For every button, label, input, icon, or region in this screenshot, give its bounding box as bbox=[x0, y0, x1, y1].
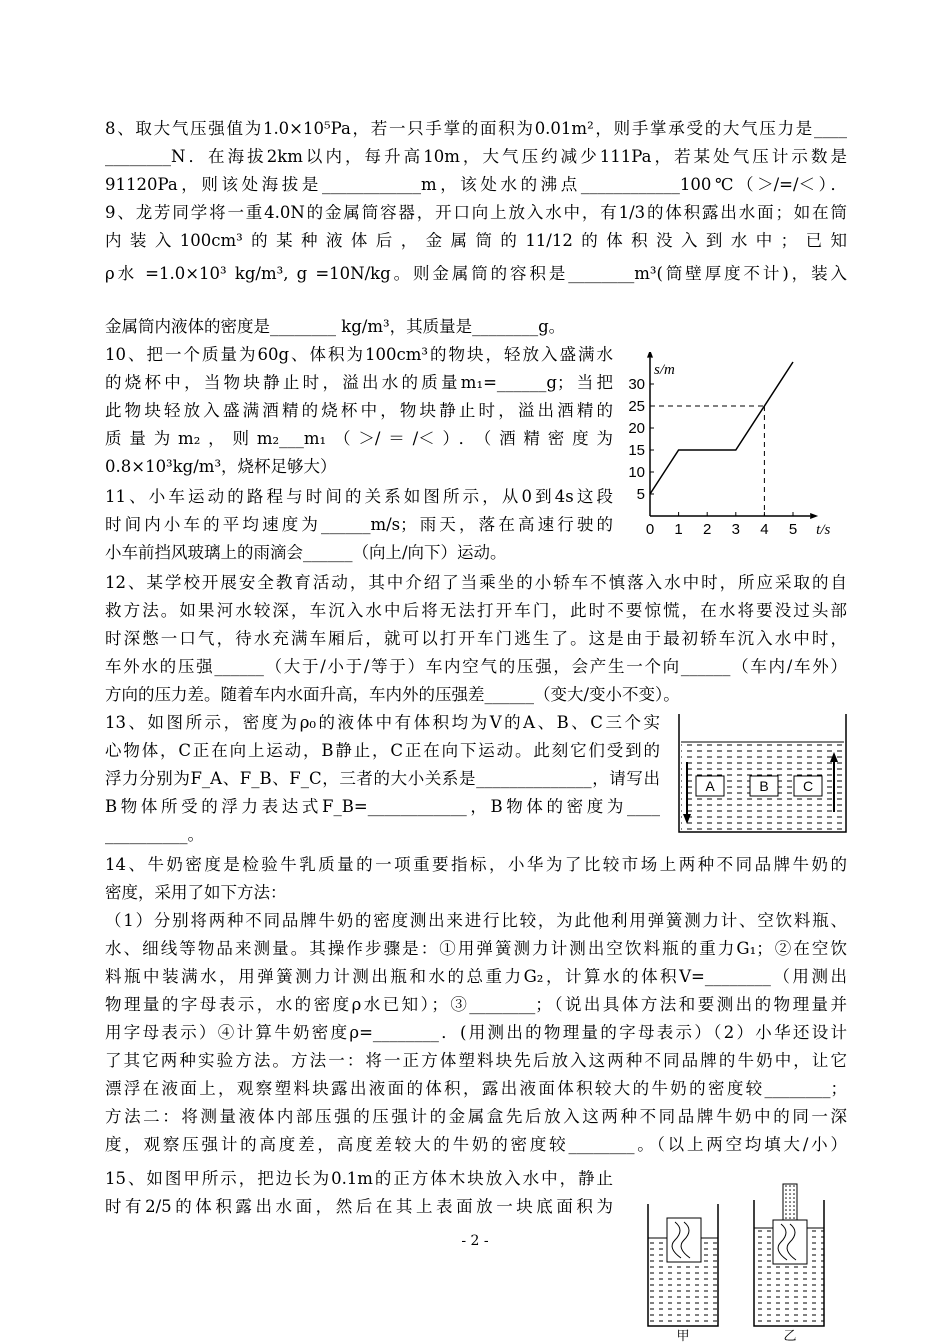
q14-line-8: 了其它两种实验方法。方法一：将一正方体塑料块先后放入这两种不同品牌的牛奶中，让它 bbox=[105, 1051, 847, 1070]
q8-line-2: ________N．在海拔2km以内，每升高10m，大气压约减少111Pa，若某处气压计示数是 bbox=[105, 147, 847, 166]
q14-line-5: 料瓶中装满水，用弹簧测力计测出瓶和水的总重力G₂，计算水的体积V=________（用测出 bbox=[105, 967, 847, 986]
q13-line-5: __________。 bbox=[105, 825, 204, 844]
q14-line-9: 漂浮在液面上，观察塑料块露出液面的体积，露出液面体积较大的牛奶的密度较________； bbox=[105, 1079, 847, 1098]
q13-line-3: 浮力分别为F_A、F_B、F_C，三者的大小关系是______________，请写出 bbox=[105, 769, 660, 788]
object-b bbox=[750, 776, 778, 796]
q10-line-3: 此物块轻放入盛满酒精的烧杯中，物块静止时，溢出酒精的 bbox=[105, 401, 613, 420]
wood-block-figure bbox=[640, 1180, 840, 1342]
y-tick-label: 20 bbox=[628, 420, 645, 437]
data-line bbox=[650, 362, 793, 494]
q14-line-1: 14、牛奶密度是检验牛乳质量的一项重要指标，小华为了比较市场上两种不同品牌牛奶的 bbox=[105, 855, 847, 874]
q9-line-1: 9、龙芳同学将一重4.0N的金属筒容器，开口向上放入水中，有1/3的体积露出水面；如在筒 bbox=[105, 203, 847, 222]
beaker-yi bbox=[754, 1184, 824, 1342]
svg-text:B: B bbox=[759, 778, 769, 794]
q12-line-3: 时深憋一口气，待水充满车厢后，就可以打开车门逃生了。这是由于最初轿车沉入水中时， bbox=[105, 629, 847, 648]
svg-text:甲: 甲 bbox=[676, 1329, 690, 1342]
q11-line-1: 11、小车运动的路程与时间的关系如图所示，从0到4s这段 bbox=[105, 487, 613, 506]
svg-text:乙: 乙 bbox=[783, 1329, 797, 1342]
q11-line-3: 小车前挡风玻璃上的雨滴会______（向上/向下）运动。 bbox=[105, 543, 507, 562]
q9-line-2: 内装入100cm³的某种液体后，金属筒的11/12的体积没入到水中；已知 bbox=[105, 231, 847, 250]
q14-line-3: （1）分别将两种不同品牌牛奶的密度测出来进行比较，为此他利用弹簧测力计、空饮料瓶、 bbox=[105, 911, 847, 930]
q11-line-2: 时间内小车的平均速度为______m/s；雨天，落在高速行驶的 bbox=[105, 515, 613, 534]
x-tick-label: 0 bbox=[645, 521, 655, 538]
q15-line-1: 15、如图甲所示，把边长为0.1m的正方体木块放入水中，静止 bbox=[105, 1169, 613, 1188]
q9-line-3: ρ水 =1.0×10³ kg/m³, g =10N/kg。则金属筒的容积是________m³(筒壁厚度不计)，装入 bbox=[105, 264, 847, 283]
q14-line-10: 方法二：将测量液体内部压强的压强计的金属盒先后放入这两种不同品牌牛奶中的同一深 bbox=[105, 1107, 847, 1126]
x-tick-label: 1 bbox=[674, 521, 683, 538]
q14-line-7: 用字母表示）④计算牛奶密度ρ=________．(用测出的物理量的字母表示）（2）小华还设计 bbox=[105, 1023, 847, 1042]
q14-line-6: 物理量的字母表示，水的密度ρ水已知）；③________；（说出具体方法和要测出的物理量并 bbox=[105, 995, 847, 1014]
object-c bbox=[794, 776, 822, 796]
q13-line-4: B物体所受的浮力表达式F_B=____________，B物体的密度为____ bbox=[105, 797, 660, 816]
q12-line-2: 救方法。如果河水较深，车沉入水中后将无法打开车门，此时不要惊慌，在水将要没过头部 bbox=[105, 601, 847, 620]
x-tick-label: 4 bbox=[760, 521, 769, 538]
y-tick-label: 25 bbox=[628, 398, 645, 415]
q15-line-2: 时有2/5的体积露出水面，然后在其上表面放一块底面积为 bbox=[105, 1197, 613, 1216]
y-tick-label: 15 bbox=[628, 442, 645, 459]
beaker-jia bbox=[648, 1204, 718, 1342]
object-a bbox=[696, 776, 724, 796]
buoyancy-container-figure bbox=[676, 712, 848, 836]
q8-line-1: 8、取大气压强值为1.0×10⁵Pa，若一只手掌的面积为0.01m²，则手掌承受的大气压力是____ bbox=[105, 119, 847, 138]
q10-line-5: 0.8×10³kg/m³，烧杯足够大） bbox=[105, 457, 337, 476]
y-tick-label: 10 bbox=[628, 464, 645, 481]
q10-line-4: 质量为m₂，则m₂___m₁（＞/＝/＜）．（酒精密度为 bbox=[105, 429, 613, 448]
q13-line-2: 心物体，C正在向上运动，B静止，C正在向下运动。此刻它们受到的 bbox=[105, 741, 660, 760]
x-tick-label: 5 bbox=[788, 521, 798, 538]
q12-line-4: 车外水的压强______（大于/小于/等于）车内空气的压强，会产生一个向______（车内/车外） bbox=[105, 657, 847, 676]
x-axis-arrow bbox=[810, 513, 818, 519]
y-tick-label: 5 bbox=[636, 486, 645, 503]
q14-line-2: 密度，采用了如下方法： bbox=[105, 883, 287, 902]
y-axis-label: s/m bbox=[654, 362, 675, 378]
q12-line-1: 12、某学校开展安全教育活动，其中介绍了当乘坐的小轿车不慎落入水中时，所应采取的自 bbox=[105, 573, 847, 592]
page-number: - 2 - bbox=[461, 1233, 489, 1249]
x-tick-label: 2 bbox=[703, 521, 712, 538]
y-axis-arrow bbox=[647, 352, 653, 358]
q9-line-4: 金属筒内液体的密度是________ kg/m³，其质量是________g。 bbox=[105, 317, 566, 336]
x-axis-label: t/s bbox=[816, 522, 831, 538]
svg-text:A: A bbox=[705, 778, 715, 794]
distance-time-graph bbox=[620, 352, 845, 542]
q12-line-5: 方向的压力差。随着车内水面升高，车内外的压强差______（变大/变小不变）。 bbox=[105, 685, 680, 704]
q13-line-1: 13、如图所示，密度为ρ₀的液体中有体积均为V的A、B、C三个实 bbox=[105, 713, 660, 732]
q10-line-1: 10、把一个质量为60g、体积为100cm³的物块，轻放入盛满水 bbox=[105, 345, 613, 364]
x-tick-label: 3 bbox=[731, 521, 740, 538]
q8-line-3: 91120Pa，则该处海拔是____________m，该处水的沸点____________100℃（＞/=/＜）． bbox=[105, 175, 847, 194]
q10-line-2: 的烧杯中，当物块静止时，溢出水的质量m₁=______g；当把 bbox=[105, 373, 613, 392]
q14-line-11: 度，观察压强计的高度差，高度差较大的牛奶的密度较________。（以上两空均填大/小） bbox=[105, 1135, 847, 1154]
svg-text:C: C bbox=[802, 778, 814, 794]
y-tick-label: 30 bbox=[628, 376, 645, 393]
q14-line-4: 水、细线等物品来测量。其操作步骤是：①用弹簧测力计测出空饮料瓶的重力G₁；②在空饮 bbox=[105, 939, 847, 958]
